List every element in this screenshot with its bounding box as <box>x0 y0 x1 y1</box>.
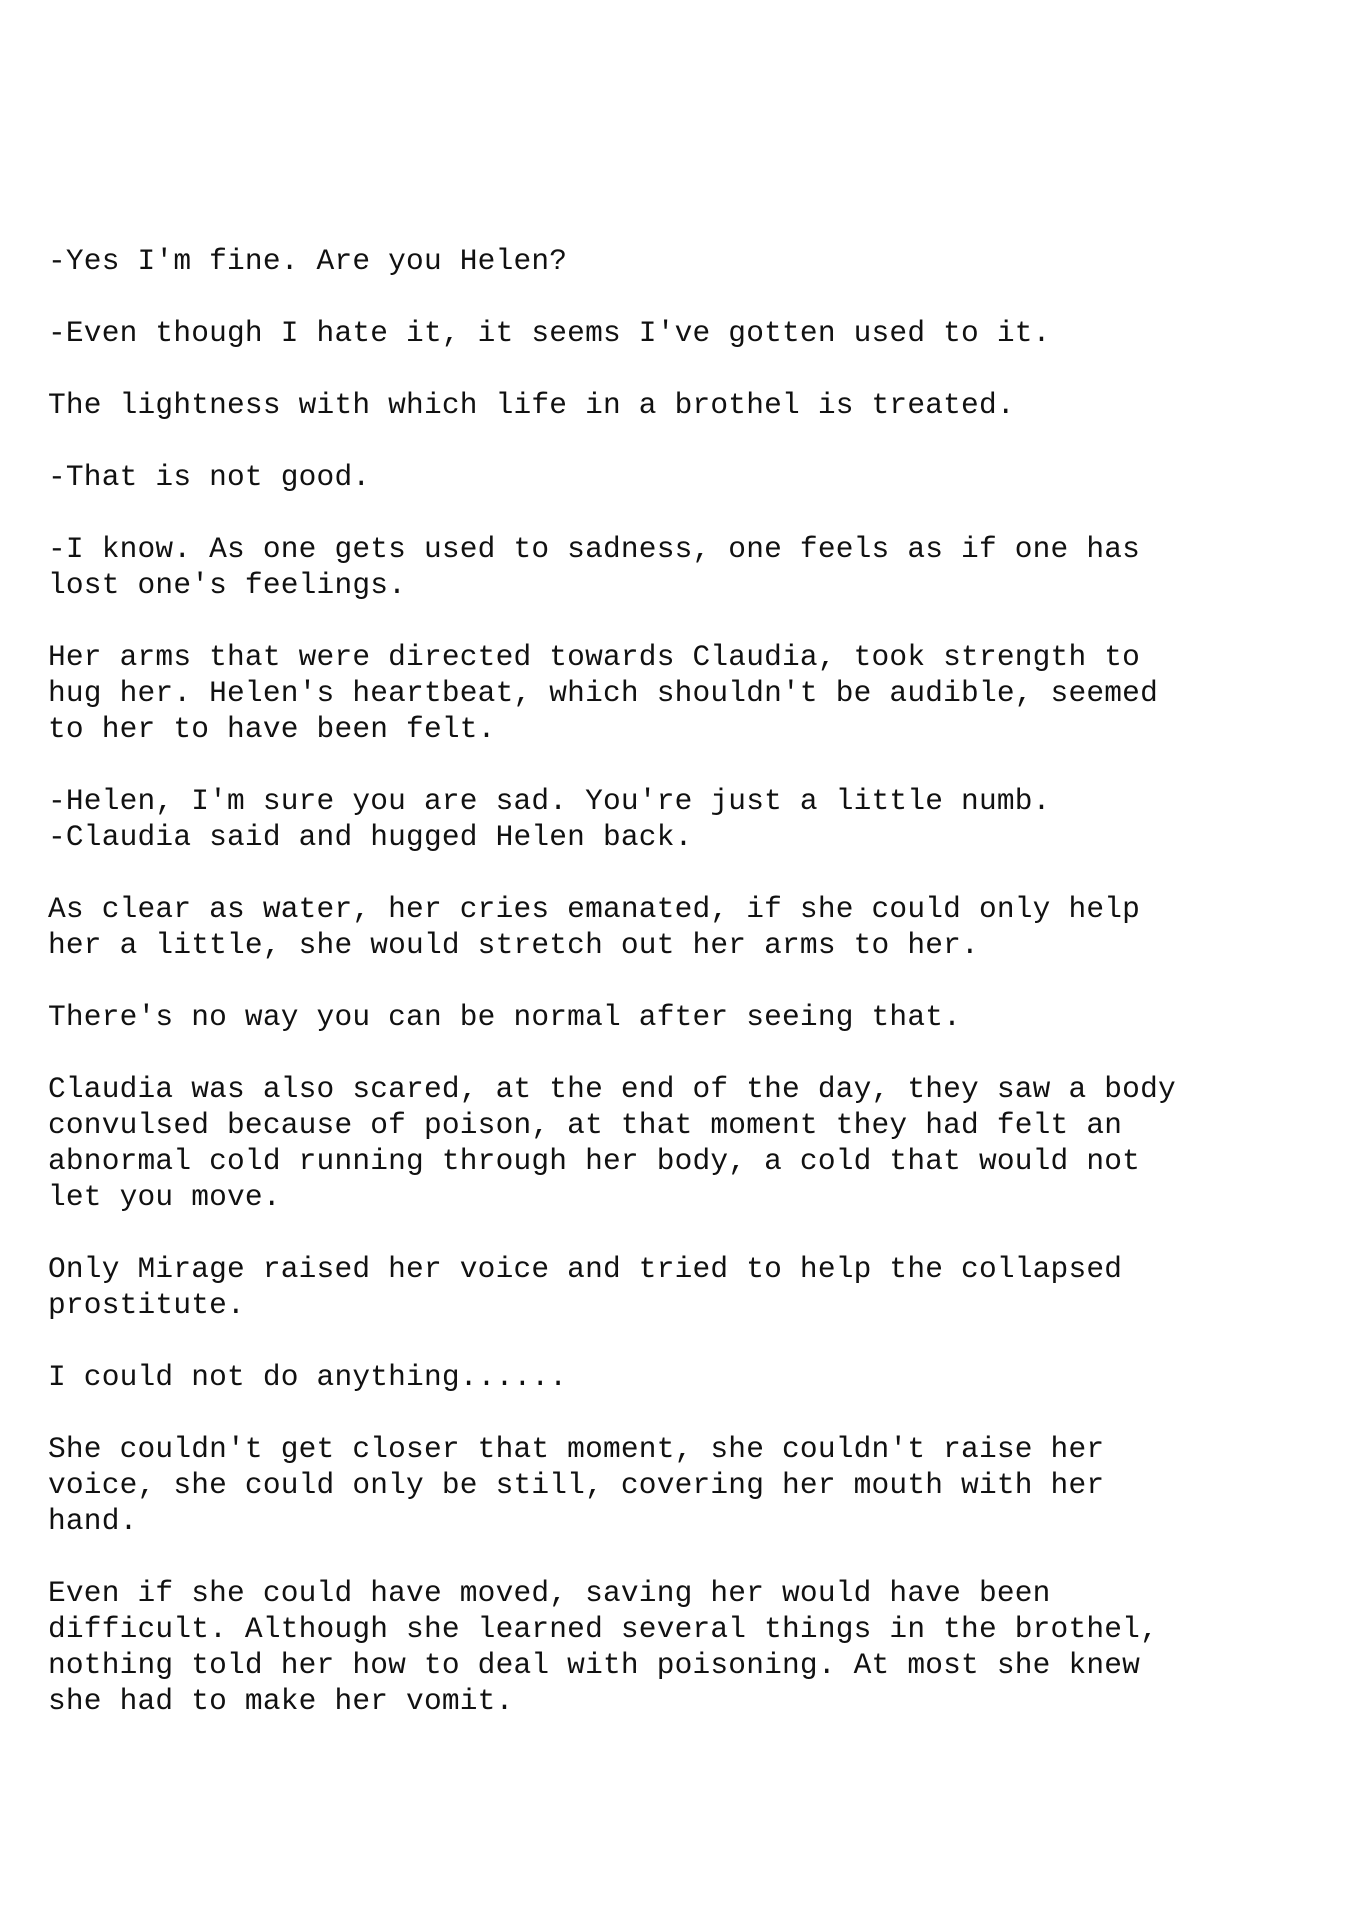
document-page <box>48 243 1308 1755</box>
paragraph: She couldn't get closer that moment, she couldn't raise her voice, she could only be still, covering her mouth with her hand. <box>48 1432 1105 1538</box>
paragraph: -Helen, I'm sure you are sad. You're just a little numb. -Claudia said and hugged Helen back. <box>48 784 1051 854</box>
paragraph: I could not do anything...... <box>48 1360 568 1394</box>
paragraph: Her arms that were directed towards Claudia, took strength to hug her. Helen's heartbeat, which shouldn't be audible, seemed to her to have been felt. <box>48 640 1158 746</box>
paragraph: -Even though I hate it, it seems I've gotten used to it. <box>48 316 1051 350</box>
paragraph: There's no way you can be normal after seeing that. <box>48 1000 962 1034</box>
paragraph: The lightness with which life in a brothel is treated. <box>48 388 1015 422</box>
paragraph: -I know. As one gets used to sadness, one feels as if one has lost one's feelings. <box>48 532 1141 602</box>
paragraph: Even if she could have moved, saving her would have been difficult. Although she learned several things in the brothel, nothing told her how to deal with poisoning. At most she knew she had to make her vomit. <box>48 1576 1158 1718</box>
paragraph: Claudia was also scared, at the end of the day, they saw a body convulsed because of poison, at that moment they had felt an abnormal cold running through her body, a cold that would not let you move. <box>48 1072 1176 1214</box>
paragraph: As clear as water, her cries emanated, if she could only help her a little, she would stretch out her arms to her. <box>48 892 1141 962</box>
paragraph: -Yes I'm fine. Are you Helen? <box>48 244 568 278</box>
paragraph: -That is not good. <box>48 460 371 494</box>
paragraph: Only Mirage raised her voice and tried to help the collapsed prostitute. <box>48 1252 1123 1322</box>
